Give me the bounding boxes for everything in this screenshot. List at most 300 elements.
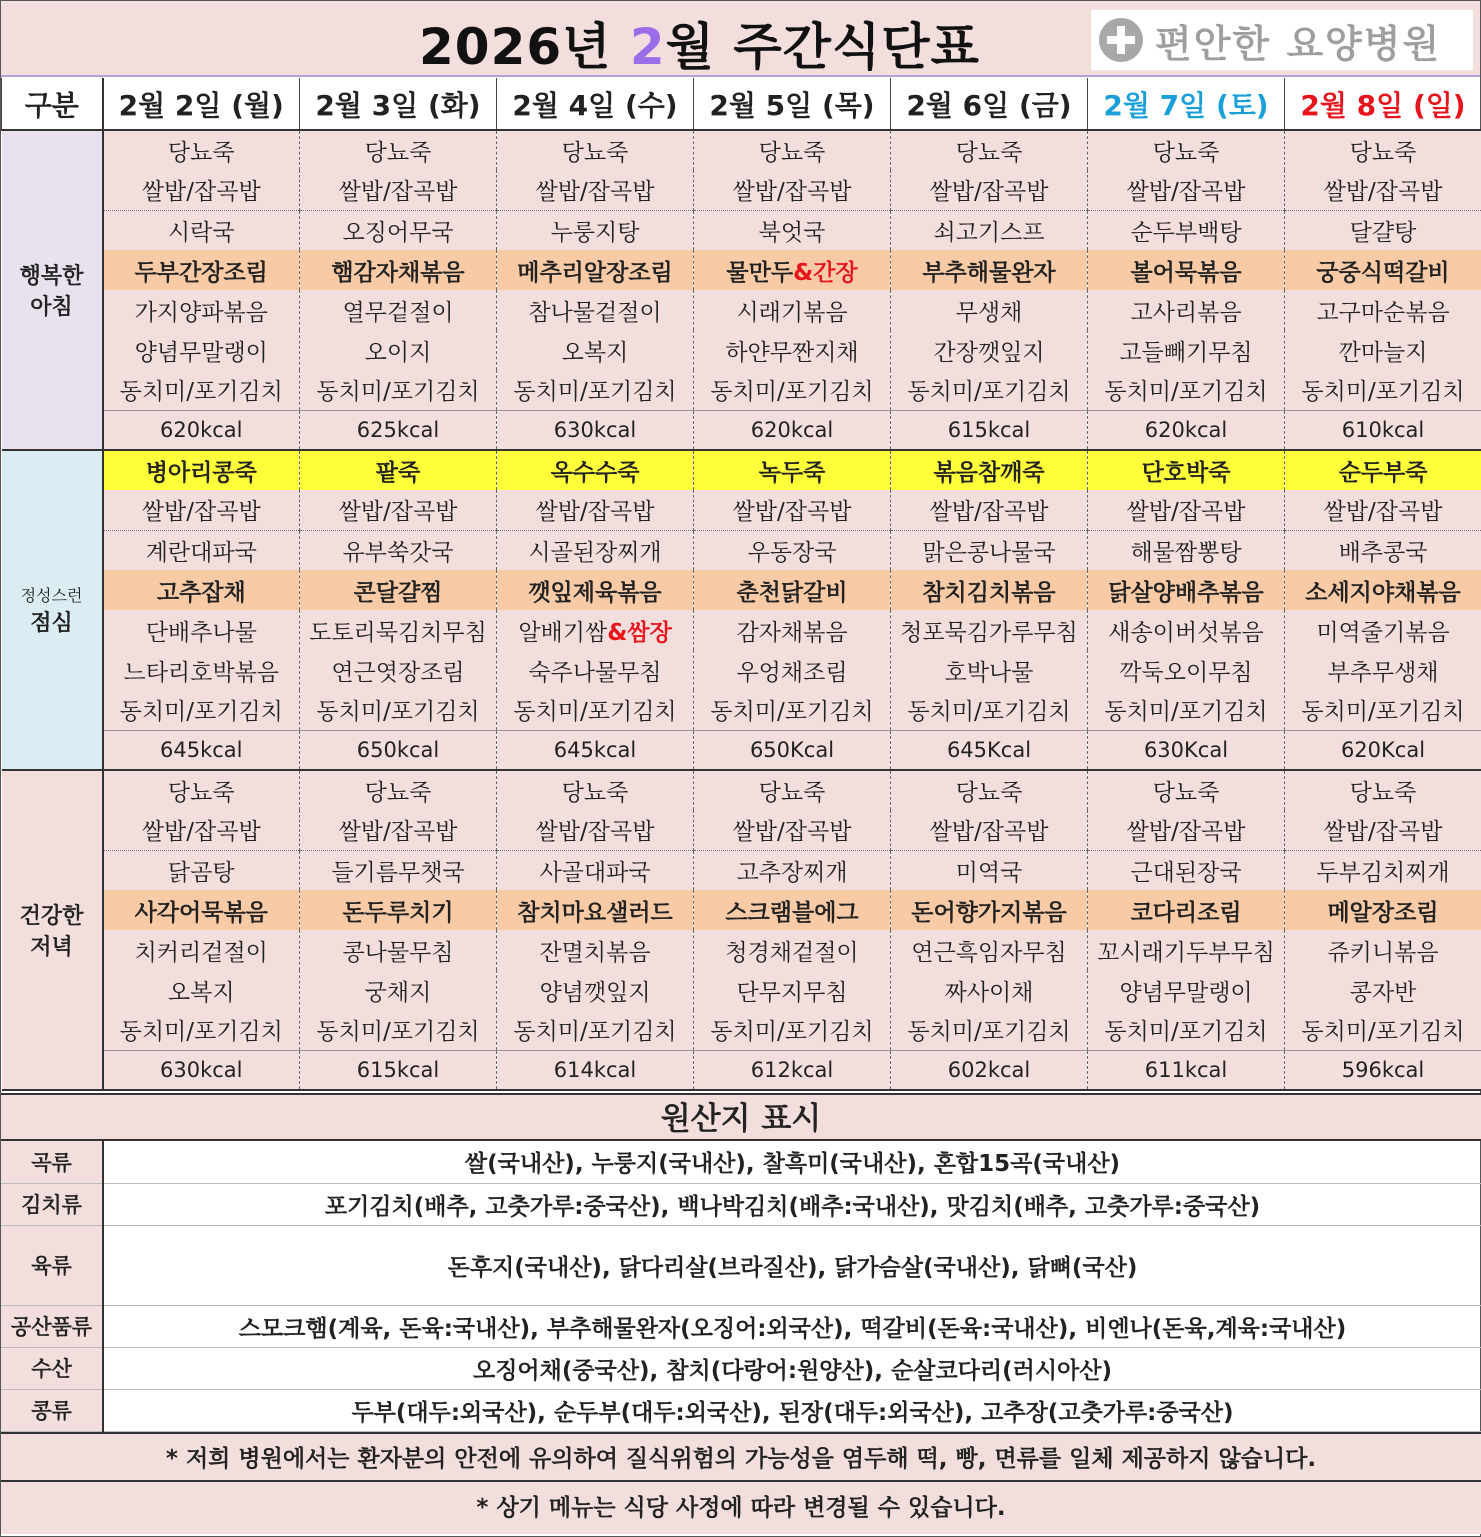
lunch-dish [300, 570, 497, 610]
dish-name: 당뇨죽 [758, 140, 826, 166]
kcal-value: 625kcal [300, 410, 497, 450]
dish-name: 소세지야채볶음 [1305, 579, 1461, 606]
breakfast-dish [497, 210, 694, 250]
lunch-row [2, 530, 1481, 570]
dish-name: 쌀밥/잡곡밥 [732, 819, 852, 846]
dish-name: 깐마늘지 [1338, 339, 1428, 366]
lunch-dish [497, 490, 694, 530]
dinner-row [2, 850, 1481, 890]
dinner-dish [497, 970, 694, 1010]
origin-row [1, 1225, 1481, 1305]
dinner-dish [694, 1010, 891, 1050]
dinner-dish [694, 770, 891, 810]
kcal-value: 630kcal [103, 1050, 300, 1090]
dish-name: 쌀밥/잡곡밥 [1126, 179, 1246, 206]
dinner-dish [694, 970, 891, 1010]
kcal-value: 630Kcal [1088, 730, 1285, 770]
lunch-dish [103, 450, 300, 490]
dish-name: 동치미/포기김치 [316, 699, 480, 726]
dish-name: 청경채겉절이 [725, 939, 859, 966]
day-header: 2월 7일 (토) [1088, 78, 1285, 130]
dish-name: 당뇨죽 [167, 140, 235, 166]
dish-name: 쌀밥/잡곡밥 [1323, 499, 1443, 526]
dish-name: 궁중식떡갈비 [1316, 259, 1450, 286]
origin-detail: 오징어채(중국산), 참치(다랑어:원양산), 순살코다리(러시아산) [103, 1347, 1481, 1389]
dinner-dish [1285, 970, 1481, 1010]
origin-category: 수산 [1, 1347, 103, 1389]
lunch-dish [103, 530, 300, 570]
weekly-menu-table [1, 78, 1481, 1091]
dish-name: 당뇨죽 [561, 780, 629, 806]
dinner-dish [103, 850, 300, 890]
dish-name: 고추장찌개 [736, 859, 848, 886]
dish-name: 미역줄기볶음 [1316, 619, 1450, 646]
medical-cross-icon [1099, 18, 1143, 62]
breakfast-dish [891, 370, 1088, 410]
dish-name: 메추리알장조림 [517, 259, 673, 286]
dinner-row [2, 890, 1481, 930]
dish-name: 쌀밥/잡곡밥 [929, 819, 1049, 846]
lunch-dish [694, 450, 891, 490]
dinner-dish [1088, 970, 1285, 1010]
kcal-value: 650kcal [300, 730, 497, 770]
breakfast-dish [1088, 330, 1285, 370]
kcal-value: 645kcal [103, 730, 300, 770]
dinner-dish [694, 810, 891, 850]
origin-row [1, 1389, 1481, 1431]
dish-name: 동치미/포기김치 [1104, 699, 1268, 726]
breakfast-dish [1088, 290, 1285, 330]
dish-name: 유부쑥갓국 [342, 539, 454, 566]
dinner-dish [1285, 770, 1481, 810]
dish-name: 코다리조림 [1130, 899, 1242, 926]
lunch-kcal-row [2, 730, 1481, 770]
breakfast-dish [1088, 250, 1285, 290]
dish-name: 쌀밥/잡곡밥 [338, 499, 458, 526]
breakfast-dish [1285, 170, 1481, 210]
dish-name: 동치미/포기김치 [1104, 379, 1268, 406]
lunch-dish [300, 690, 497, 730]
lunch-row [2, 490, 1481, 530]
breakfast-dish [103, 290, 300, 330]
dish-name: 콩자반 [1349, 979, 1417, 1006]
breakfast-dish [694, 370, 891, 410]
dish-name: 숙주나물무침 [528, 659, 662, 686]
kcal-value: 602kcal [891, 1050, 1088, 1090]
dish-name: 새송이버섯볶음 [1108, 619, 1264, 646]
dinner-dish [891, 770, 1088, 810]
dinner-dish [891, 1010, 1088, 1050]
dish-name: 당뇨죽 [1152, 140, 1220, 166]
lunch-dish [1088, 490, 1285, 530]
dinner-row [2, 810, 1481, 850]
dish-name: 볶음참깨죽 [933, 460, 1045, 486]
lunch-dish [1088, 450, 1285, 490]
origin-row [1, 1183, 1481, 1225]
lunch-row [2, 650, 1481, 690]
breakfast-dish [300, 210, 497, 250]
dish-name: 시골된장찌개 [528, 539, 662, 566]
origin-category: 육류 [1, 1225, 103, 1305]
dish-name: 춘천닭갈비 [736, 579, 848, 606]
dish-name: 고사리볶음 [1130, 299, 1242, 326]
dinner-dish [497, 890, 694, 930]
lunch-dish [1088, 530, 1285, 570]
dinner-dish [891, 810, 1088, 850]
dish-name: 쌀밥/잡곡밥 [141, 819, 261, 846]
lunch-label-line2: 점심 [30, 611, 73, 636]
lunch-dish [1285, 650, 1481, 690]
dish-name: 계란대파국 [145, 539, 257, 566]
kcal-value: 620kcal [103, 410, 300, 450]
breakfast-dish [103, 370, 300, 410]
dish-name: 동치미/포기김치 [119, 1019, 283, 1046]
dish-name: 부추해물완자 [922, 259, 1056, 286]
dish-name: 호박나물 [944, 659, 1034, 686]
dish-name: 단무지무침 [736, 979, 848, 1006]
dish-name: 쌀밥/잡곡밥 [732, 179, 852, 206]
dish-name: 동치미/포기김치 [513, 699, 677, 726]
dinner-dish [497, 1010, 694, 1050]
lunch-dish [300, 650, 497, 690]
dinner-dish [103, 890, 300, 930]
dish-name: 녹두죽 [758, 460, 826, 486]
origin-detail: 포기김치(배추, 고춧가루:중국산), 백나박김치(배추:국내산), 맛김치(배추, 고춧가루:중국산) [103, 1183, 1481, 1225]
kcal-value: 614kcal [497, 1050, 694, 1090]
origin-category: 곡류 [1, 1141, 103, 1183]
dish-name: 동치미/포기김치 [1301, 1019, 1465, 1046]
kcal-value: 615kcal [891, 410, 1088, 450]
breakfast-row [2, 370, 1481, 410]
lunch-dish [103, 490, 300, 530]
lunch-dish [103, 610, 300, 650]
dinner-row [2, 1010, 1481, 1050]
dinner-dish [103, 810, 300, 850]
breakfast-dish [497, 250, 694, 290]
dish-name: 콩나물무침 [342, 939, 454, 966]
breakfast-dish [1088, 210, 1285, 250]
breakfast-row [2, 290, 1481, 330]
dish-name: 시락국 [167, 219, 235, 246]
dish-name: 참치마요샐러드 [517, 899, 673, 926]
dinner-dish [891, 850, 1088, 890]
breakfast-dish [694, 250, 891, 290]
dish-name: 사각어묵볶음 [134, 899, 268, 926]
dish-name: 궁채지 [364, 979, 432, 1006]
dinner-dish [1285, 850, 1481, 890]
breakfast-dish [891, 290, 1088, 330]
dinner-dish [103, 970, 300, 1010]
kcal-value: 620kcal [694, 410, 891, 450]
dish-name: 고들빼기무침 [1119, 339, 1253, 366]
origin-category: 김치류 [1, 1183, 103, 1225]
dish-name: 두부김치찌개 [1316, 859, 1450, 886]
dish-extra: &간장 [793, 259, 858, 286]
dish-name: 쌀밥/잡곡밥 [1126, 499, 1246, 526]
dish-name: 달걀탕 [1349, 219, 1417, 246]
title-month: 2 [629, 18, 666, 76]
day-header: 2월 8일 (일) [1285, 78, 1481, 130]
origin-table [1, 1141, 1481, 1432]
breakfast-row [2, 250, 1481, 290]
breakfast-dish [300, 170, 497, 210]
dinner-dish [1285, 810, 1481, 850]
dish-name: 동치미/포기김치 [1301, 699, 1465, 726]
dinner-dish [891, 890, 1088, 930]
lunch-dish [1285, 530, 1481, 570]
kcal-value: 645kcal [497, 730, 694, 770]
lunch-dish [891, 530, 1088, 570]
breakfast-dish [694, 290, 891, 330]
lunch-dish [1285, 610, 1481, 650]
lunch-dish [1285, 490, 1481, 530]
dish-name: 동치미/포기김치 [1301, 379, 1465, 406]
breakfast-dish [103, 210, 300, 250]
dinner-dish [1088, 1010, 1285, 1050]
lunch-dish [300, 490, 497, 530]
lunch-dish [891, 650, 1088, 690]
dish-name: 단배추나물 [145, 619, 257, 646]
dish-name: 연근엿장조림 [331, 659, 465, 686]
kcal-value: 650Kcal [694, 730, 891, 770]
dish-name: 북엇국 [758, 219, 826, 246]
lunch-label-line1: 정성스런 [20, 586, 83, 605]
breakfast-dish [694, 210, 891, 250]
lunch-dish [1088, 650, 1285, 690]
breakfast-dish [1088, 170, 1285, 210]
lunch-dish [694, 690, 891, 730]
lunch-dish [694, 610, 891, 650]
dish-name: 쌀밥/잡곡밥 [1323, 819, 1443, 846]
change-note: * 상기 메뉴는 식당 사정에 따라 변경될 수 있습니다. [1, 1482, 1481, 1534]
dish-name: 당뇨죽 [561, 140, 629, 166]
dish-name: 맑은콩나물국 [922, 539, 1056, 566]
lunch-dish [497, 450, 694, 490]
dish-name: 열무겉절이 [342, 299, 454, 326]
lunch-dish [300, 610, 497, 650]
title-bar [1, 1, 1480, 77]
dish-name: 미역국 [955, 859, 1023, 886]
dish-name: 우동장국 [747, 539, 837, 566]
lunch-dish [1285, 450, 1481, 490]
dish-name: 가지양파볶음 [134, 299, 268, 326]
dish-name: 닭살양배추볶음 [1108, 579, 1264, 606]
dinner-dish [1285, 890, 1481, 930]
lunch-dish [891, 570, 1088, 610]
dish-name: 쌀밥/잡곡밥 [929, 179, 1049, 206]
origin-detail: 두부(대두:외국산), 순두부(대두:외국산), 된장(대두:외국산), 고추장(고춧가루:중국산) [103, 1389, 1481, 1431]
dish-name: 알배기쌈 [518, 619, 608, 646]
dish-name: 쌀밥/잡곡밥 [732, 499, 852, 526]
dish-name: 쌀밥/잡곡밥 [535, 499, 655, 526]
breakfast-dish [694, 130, 891, 170]
kcal-value: 630kcal [497, 410, 694, 450]
dish-name: 동치미/포기김치 [119, 699, 283, 726]
breakfast-dish [891, 130, 1088, 170]
breakfast-dish [891, 330, 1088, 370]
dish-name: 돈어향가지볶음 [911, 899, 1067, 926]
breakfast-label [2, 130, 103, 450]
breakfast-dish [1285, 290, 1481, 330]
lunch-row [2, 690, 1481, 730]
dinner-dish [694, 850, 891, 890]
dinner-dish [300, 850, 497, 890]
breakfast-dish [497, 290, 694, 330]
origin-detail: 돈후지(국내산), 닭다리살(브라질산), 닭가슴살(국내산), 닭뼈(국산) [103, 1225, 1481, 1305]
breakfast-dish [1285, 210, 1481, 250]
dish-name: 양념무말랭이 [1119, 979, 1253, 1006]
header-row [2, 78, 1481, 130]
breakfast-dish [1285, 250, 1481, 290]
lunch-dish [694, 490, 891, 530]
breakfast-dish [1285, 370, 1481, 410]
breakfast-dish [694, 170, 891, 210]
dinner-dish [1088, 930, 1285, 970]
origin-section [1, 1093, 1481, 1534]
dinner-dish [1088, 810, 1285, 850]
dish-name: 쌀밥/잡곡밥 [338, 819, 458, 846]
kcal-value: 645Kcal [891, 730, 1088, 770]
dish-name: 하얀무짠지채 [725, 339, 859, 366]
breakfast-label-line2: 아침 [30, 295, 73, 320]
kcal-value: 611kcal [1088, 1050, 1285, 1090]
day-header: 2월 3일 (화) [300, 78, 497, 130]
dish-name: 닭곰탕 [167, 859, 235, 886]
lunch-dish [694, 570, 891, 610]
lunch-dish [497, 650, 694, 690]
hospital-logo [1091, 10, 1473, 70]
breakfast-dish [103, 170, 300, 210]
dish-name: 고추잡채 [156, 579, 246, 606]
breakfast-row [2, 210, 1481, 250]
dish-name: 간장깻잎지 [933, 339, 1045, 366]
dish-name: 당뇨죽 [1349, 780, 1417, 806]
dish-name: 팥죽 [375, 460, 421, 486]
breakfast-dish [103, 130, 300, 170]
dish-name: 쌀밥/잡곡밥 [141, 499, 261, 526]
dish-name: 동치미/포기김치 [710, 1019, 874, 1046]
dish-name: 해물짬뽕탕 [1130, 539, 1242, 566]
origin-detail: 쌀(국내산), 누룽지(국내산), 찰흑미(국내산), 혼합15곡(국내산) [103, 1141, 1481, 1183]
day-header: 2월 6일 (금) [891, 78, 1088, 130]
dish-name: 단호박죽 [1141, 460, 1231, 486]
dish-name: 쌀밥/잡곡밥 [535, 819, 655, 846]
breakfast-dish [891, 170, 1088, 210]
dinner-label-line2: 저녁 [30, 935, 73, 960]
dish-name: 당뇨죽 [364, 140, 432, 166]
dish-name: 양념무말랭이 [134, 339, 268, 366]
breakfast-dish [497, 130, 694, 170]
dinner-dish [1088, 850, 1285, 890]
dish-name: 당뇨죽 [167, 780, 235, 806]
dish-name: 잔멸치볶음 [539, 939, 651, 966]
breakfast-dish [891, 210, 1088, 250]
kcal-value: 610kcal [1285, 410, 1481, 450]
lunch-dish [497, 610, 694, 650]
breakfast-dish [103, 250, 300, 290]
kcal-value: 620Kcal [1285, 730, 1481, 770]
lunch-dish [497, 530, 694, 570]
dish-name: 치커리겉절이 [134, 939, 268, 966]
origin-category: 콩류 [1, 1389, 103, 1431]
origin-row [1, 1141, 1481, 1183]
dinner-dish [891, 970, 1088, 1010]
dish-name: 순두부백탕 [1130, 219, 1242, 246]
dinner-dish [891, 930, 1088, 970]
lunch-dish [497, 570, 694, 610]
dinner-dish [300, 770, 497, 810]
breakfast-dish [1088, 370, 1285, 410]
dish-name: 쌀밥/잡곡밥 [338, 179, 458, 206]
dinner-dish [103, 770, 300, 810]
dish-name: 쌀밥/잡곡밥 [141, 179, 261, 206]
dinner-dish [497, 850, 694, 890]
lunch-dish [1088, 570, 1285, 610]
dish-name: 오징어무국 [342, 219, 454, 246]
dish-name: 동치미/포기김치 [119, 379, 283, 406]
breakfast-dish [300, 290, 497, 330]
dish-name: 당뇨죽 [758, 780, 826, 806]
dinner-row [2, 770, 1481, 810]
dish-name: 시래기볶음 [736, 299, 848, 326]
dish-name: 깻잎제육볶음 [528, 579, 662, 606]
breakfast-kcal-row [2, 410, 1481, 450]
dish-name: 동치미/포기김치 [513, 1019, 677, 1046]
origin-row [1, 1347, 1481, 1389]
dish-name: 무생채 [955, 299, 1023, 326]
dish-name: 배추콩국 [1338, 539, 1428, 566]
dinner-row [2, 930, 1481, 970]
kcal-value: 596kcal [1285, 1050, 1481, 1090]
dish-name: 동치미/포기김치 [710, 699, 874, 726]
dinner-dish [300, 890, 497, 930]
breakfast-dish [1285, 330, 1481, 370]
dinner-label [2, 770, 103, 1090]
lunch-dish [891, 450, 1088, 490]
title-year: 2026년 [419, 18, 630, 76]
dinner-kcal-row [2, 1050, 1481, 1090]
dinner-dish [1088, 890, 1285, 930]
dinner-dish [300, 810, 497, 850]
lunch-dish [1088, 610, 1285, 650]
lunch-dish [1285, 570, 1481, 610]
dish-name: 동치미/포기김치 [316, 379, 480, 406]
dish-name: 당뇨죽 [364, 780, 432, 806]
dish-name: 메알장조림 [1327, 899, 1439, 926]
kcal-value: 620kcal [1088, 410, 1285, 450]
dish-name: 오이지 [364, 339, 432, 366]
breakfast-dish [497, 330, 694, 370]
hospital-name: 편안한 요양병원 [1155, 21, 1442, 66]
lunch-dish [103, 690, 300, 730]
breakfast-dish [891, 250, 1088, 290]
dish-name: 동치미/포기김치 [907, 699, 1071, 726]
dish-name: 우엉채조림 [736, 659, 848, 686]
dish-name: 양념깻잎지 [539, 979, 651, 1006]
dish-name: 근대된장국 [1130, 859, 1242, 886]
dinner-dish [300, 970, 497, 1010]
breakfast-dish [300, 330, 497, 370]
breakfast-dish [103, 330, 300, 370]
dish-name: 햄감자채볶음 [331, 259, 465, 286]
lunch-dish [1285, 690, 1481, 730]
dinner-dish [300, 930, 497, 970]
lunch-label [2, 450, 103, 770]
dish-name: 사골대파국 [539, 859, 651, 886]
breakfast-dish [1285, 130, 1481, 170]
dish-name: 당뇨죽 [1349, 140, 1417, 166]
safety-note: * 저희 병원에서는 환자분의 안전에 유의하여 질식위험의 가능성을 염두해 떡, 빵, 면류를 일체 제공하지 않습니다. [1, 1432, 1481, 1482]
